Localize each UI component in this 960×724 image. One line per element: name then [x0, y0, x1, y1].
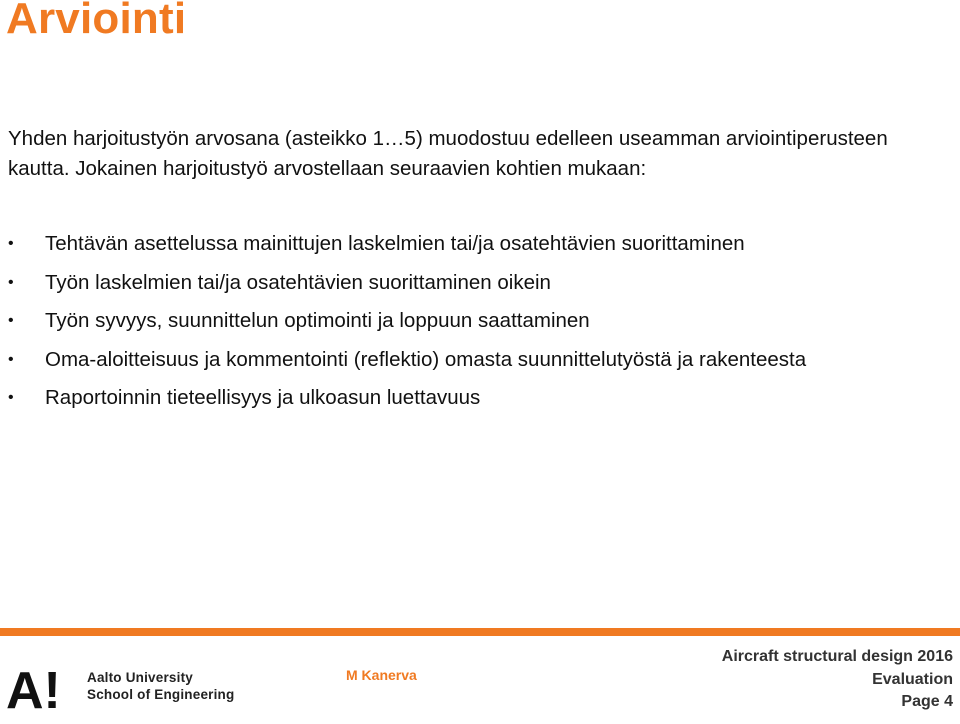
list-item [0, 265, 960, 304]
list-item [0, 303, 960, 342]
page-number: Page 4 [901, 693, 953, 710]
bullet-icon: • [8, 389, 14, 406]
list-item-text: Oma-aloitteisuus ja kommentointi (reflektio) omasta suunnittelutyöstä ja rakenteesta [45, 347, 807, 371]
bullet-icon: • [8, 235, 14, 252]
bullet-icon: • [8, 312, 14, 329]
logo-letter: A! [6, 662, 61, 712]
school-label: School of Engineering [87, 687, 235, 702]
bullet-icon: • [8, 273, 14, 291]
footer-info [722, 646, 953, 714]
criteria-list [0, 226, 960, 419]
author-name: M Kanerva [346, 667, 417, 683]
list-item [0, 226, 960, 265]
footer-divider [0, 628, 960, 636]
intro-paragraph: Yhden harjoitustyön arvosana (asteikko 1…5) muodostuu edelleen useamman arviointiperusteen kautta. Jokainen harjoitustyö arvostellaan seuraavien kohtien mukaan: [8, 127, 888, 180]
list-item [0, 380, 960, 419]
list-item-text: Työn syvyys, suunnittelun optimointi ja loppuun saattaminen [45, 309, 590, 332]
slide-title: Arviointi [6, 0, 187, 43]
section-name: Evaluation [872, 670, 953, 688]
list-item-text: Tehtävän asettelussa mainittujen laskelmien tai/ja osatehtävien suorittaminen [45, 232, 745, 255]
course-name: Aircraft structural design 2016 [721, 648, 953, 665]
list-item [0, 342, 960, 381]
list-item-text: Työn laskelmien tai/ja osatehtävien suorittaminen oikein [45, 270, 551, 294]
university-name [87, 669, 234, 703]
aalto-logo [6, 662, 82, 712]
university-label: Aalto University [87, 670, 193, 685]
list-item-text: Raportoinnin tieteellisyys ja ulkoasun luettavuus [45, 386, 481, 409]
bullet-icon: • [8, 350, 14, 368]
